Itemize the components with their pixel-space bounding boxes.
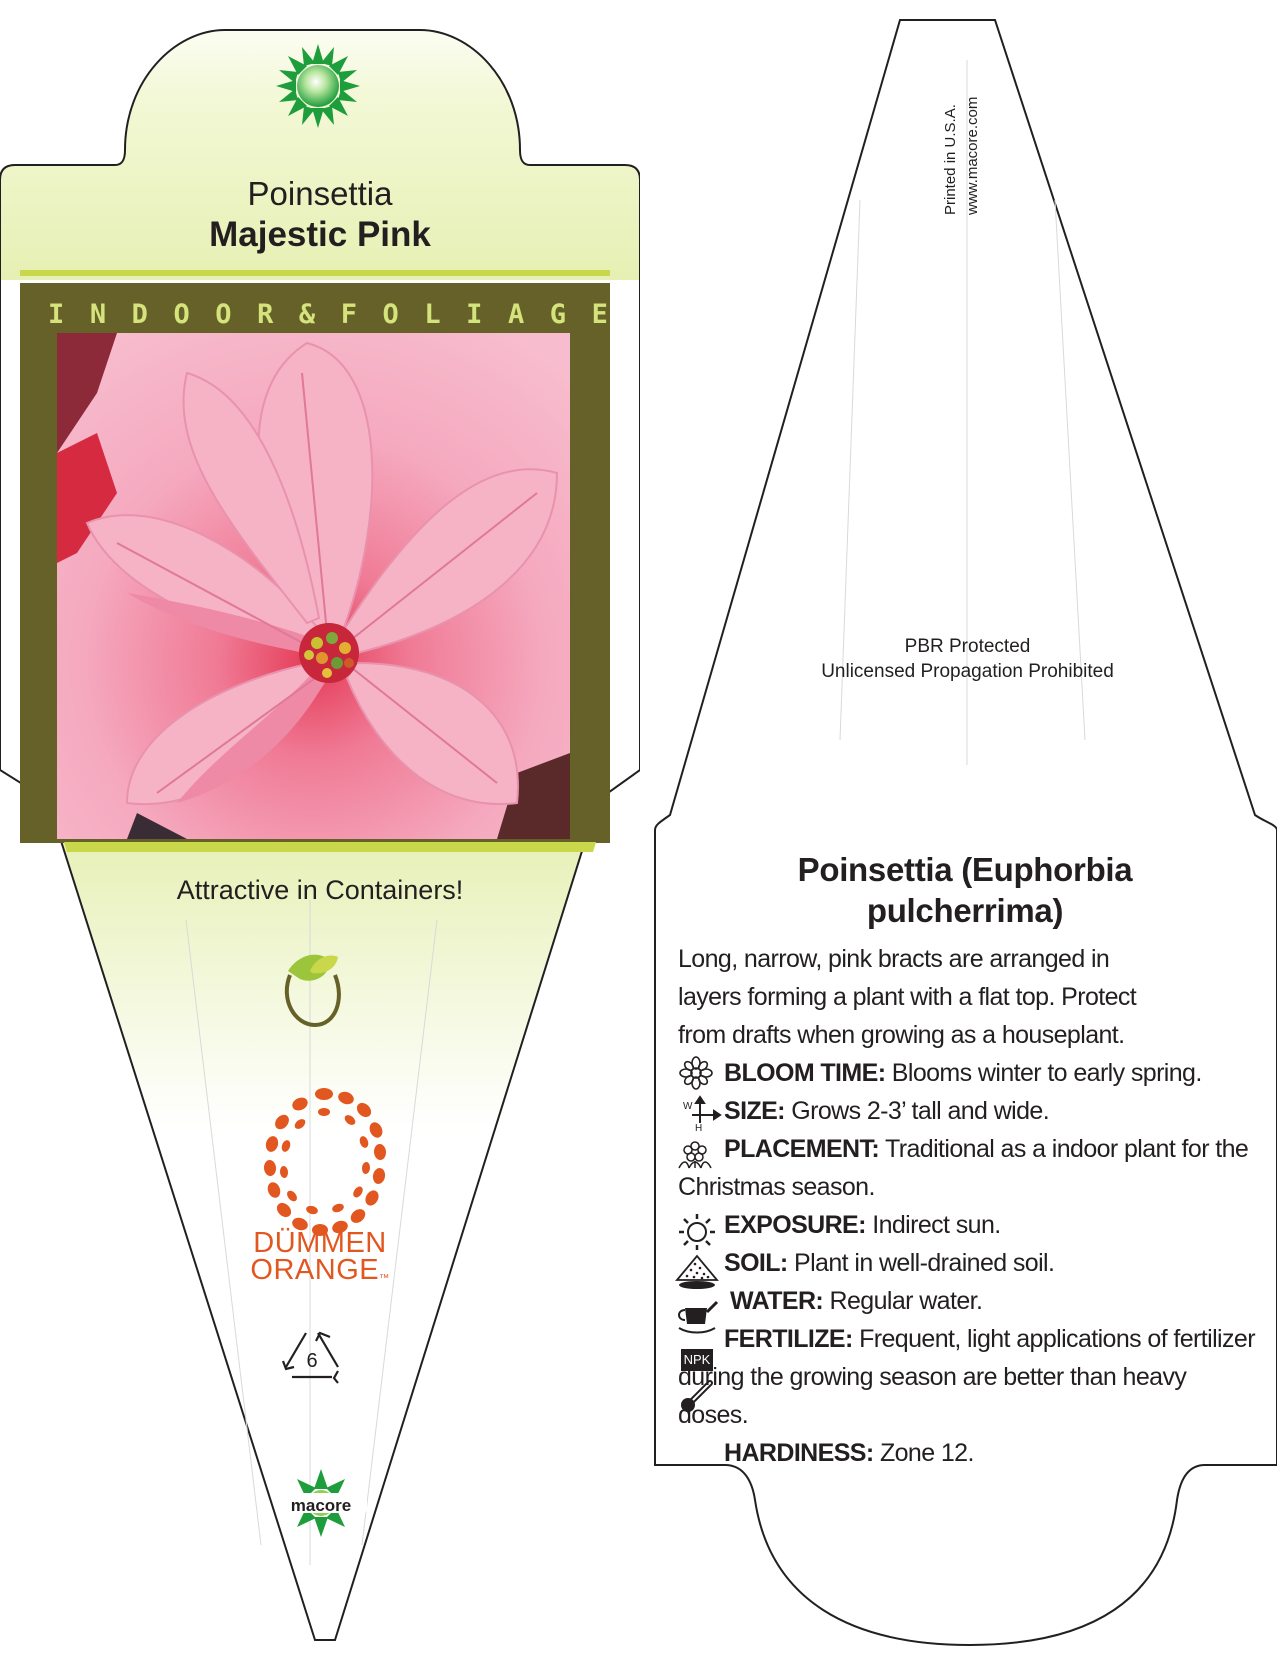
- printed-info: [940, 55, 980, 215]
- tagline: Attractive in Containers!: [176, 875, 464, 905]
- dummen-line2: ORANGE: [250, 1254, 380, 1286]
- macore-label: macore: [290, 1496, 352, 1515]
- attribute-label: SOIL:: [724, 1249, 788, 1277]
- category-letter: G: [549, 299, 567, 330]
- attribute-value: Blooms winter to early spring.: [891, 1059, 1202, 1087]
- back-title-line2: pulcherrima): [866, 892, 1064, 929]
- attribute-value: Traditional as a indoor plant for the Christmas season.: [678, 1135, 1249, 1201]
- macore-sunburst-icon: [276, 44, 360, 128]
- category-letter: A: [507, 299, 525, 330]
- macore-url: www.macore.com: [964, 96, 981, 215]
- plant-description: Long, narrow, pink bracts are arranged in layers forming a plant with a flat top. Protect from drafts when growing as a houseplant.: [678, 945, 1137, 1049]
- attribute-row: [678, 1130, 1260, 1206]
- attribute-value: Indirect sun.: [872, 1211, 1001, 1239]
- attribute-row: [678, 1092, 1260, 1130]
- category-letter: I: [466, 299, 483, 330]
- category-letter: F: [340, 299, 357, 330]
- attribute-label: SIZE:: [724, 1097, 785, 1125]
- attribute-row: [678, 1206, 1260, 1244]
- back-title-line1: Poinsettia (Euphorbia: [797, 851, 1133, 888]
- recycle-number: 6: [306, 1350, 318, 1372]
- category-letter: D: [131, 299, 148, 330]
- plant-description-block: [678, 940, 1260, 1472]
- trademark-symbol: ™: [379, 1273, 390, 1284]
- attribute-row: [678, 1054, 1260, 1092]
- attribute-value: Frequent, light applications of fertilizer during the growing season are better than heavy doses.: [678, 1325, 1255, 1429]
- size-icon-h: H: [695, 1123, 703, 1134]
- attribute-label: BLOOM TIME:: [724, 1059, 886, 1087]
- category-letter: L: [424, 299, 441, 330]
- attribute-value: Plant in well-drained soil.: [794, 1249, 1055, 1277]
- category-banner: [48, 299, 608, 330]
- category-letter: N: [89, 299, 107, 330]
- attribute-row: [678, 1434, 1260, 1472]
- pbr-line1: PBR Protected: [904, 636, 1031, 657]
- npk-label: NPK: [683, 1352, 711, 1367]
- dummen-line1: DÜMMEN: [253, 1227, 387, 1259]
- printed-in-usa: Printed in U.S.A.: [942, 104, 959, 215]
- poinsettia-photo: [57, 333, 570, 839]
- attribute-row: [678, 1282, 1260, 1320]
- category-letter: O: [382, 299, 399, 330]
- attribute-value: Zone 12.: [879, 1439, 974, 1467]
- category-letter: I: [48, 299, 65, 330]
- plant-common-name: Poinsettia: [247, 175, 393, 212]
- pbr-notice: [770, 634, 1165, 684]
- back-title: [700, 849, 1230, 931]
- dummen-orange-wordmark: [0, 1227, 640, 1292]
- attribute-label: FERTILIZE:: [724, 1325, 853, 1353]
- attribute-label: PLACEMENT:: [724, 1135, 880, 1163]
- category-letter: &: [298, 299, 316, 330]
- size-icon-w: W: [683, 1101, 693, 1112]
- category-letter: R: [257, 299, 274, 330]
- category-letter: O: [215, 299, 232, 330]
- attribute-label: HARDINESS:: [724, 1439, 874, 1467]
- category-letter: E: [591, 299, 608, 330]
- attribute-row: [678, 1244, 1260, 1282]
- attribute-value: Grows 2-3’ tall and wide.: [791, 1097, 1050, 1125]
- attribute-value: Regular water.: [829, 1287, 983, 1315]
- pbr-line2: Unlicensed Propagation Prohibited: [821, 661, 1114, 682]
- category-letter: O: [173, 299, 190, 330]
- attribute-label: WATER:: [730, 1287, 824, 1315]
- plant-variety-name: Majestic Pink: [209, 215, 431, 254]
- attribute-row: [678, 1320, 1260, 1434]
- attribute-label: EXPOSURE:: [724, 1211, 866, 1239]
